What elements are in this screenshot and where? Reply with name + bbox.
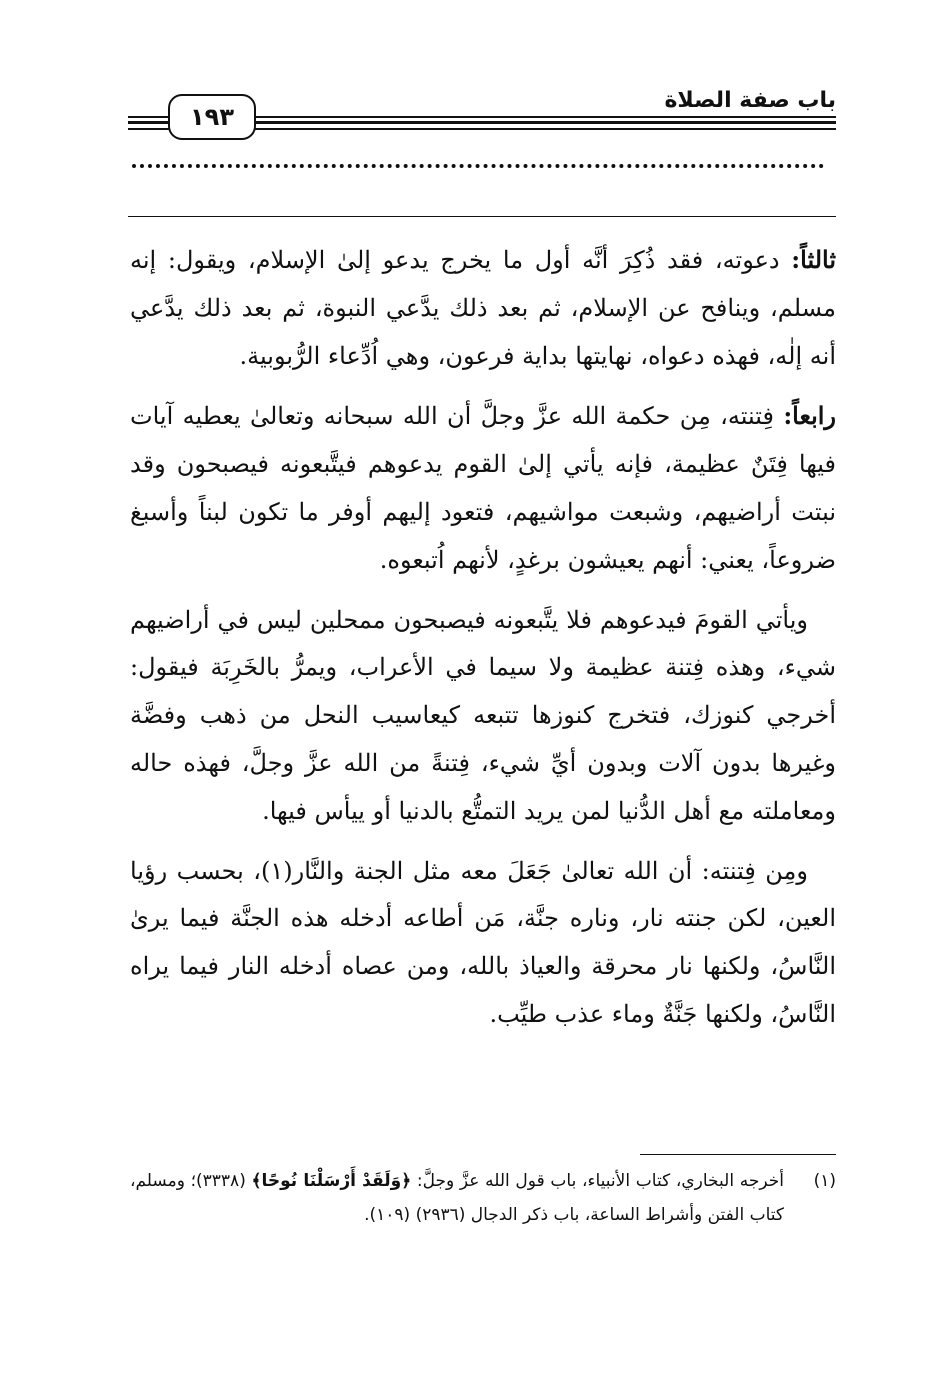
paragraph-lead: رابعاً: [783, 401, 836, 431]
paragraph-text: دعوته، فقد ذُكِرَ أنَّه أول ما يخرج يدعو إلىٰ الإسلام، ويقول: إنه مسلم، وينافح عن الإسلام، ثم بعد ذلك يدَّعي النبوة، ثم بعد ذلك يدَّعي أنه إلٰه، فهذه دعواه، نهايتها بداية فرعون، وهي اُدِّعاء الرُّبوبية. [130, 246, 836, 370]
paragraph-text: ومِن فِتنته: أن الله تعالىٰ جَعَلَ معه مثل الجنة والنَّار(١)، بحسب رؤيا العين، لكن جنته نار، وناره جنَّة، مَن أطاعه أدخله هذه الجنَّة فيما يرىٰ النَّاسُ، ولكنها نار محرقة والعياذ بالله، ومن عصاه أدخله النار فيما يراه النَّاسُ، ولكنها جَنَّةٌ وماء عذب طيِّب. [130, 856, 836, 1028]
dotted-separator [132, 164, 832, 168]
dotted-separator-end [826, 160, 846, 170]
chapter-title: باب صفة الصلاة [654, 88, 836, 114]
footnote [130, 1164, 836, 1232]
paragraph-lead: ثالثاً: [791, 245, 836, 274]
paragraph [130, 236, 836, 380]
body-text [130, 236, 836, 1051]
paragraph [130, 848, 836, 1039]
footnote-marker: (١) [813, 1171, 836, 1191]
top-rule [128, 216, 836, 217]
quran-citation: ﴿وَلَقَدْ أَرْسَلْنَا نُوحًا﴾ [251, 1171, 412, 1191]
paragraph [130, 597, 836, 836]
footnote-text-before: أخرجه البخاري، كتاب الأنبياء، باب قول الله عزَّ وجلَّ: [411, 1171, 784, 1191]
footnote-rule [640, 1154, 836, 1155]
footnote-text [130, 1164, 784, 1232]
paragraph-text: ويأتي القومَ فيدعوهم فلا يتَّبعونه فيصبحون ممحلين ليس في أراضيهم شيء، وهذه فِتنة عظيمة ولا سيما في الأعراب، ويمرُّ بالخَرِبَة فيقول: أخرجي كنوزك، فتخرج كنوزها تتبعه كيعاسيب النحل من ذهب وفضَّة وغيرها بدون آلات وبدون أيِّ شيء، فِتنةً من الله عزَّ وجلَّ، فهذه حاله ومعاملته مع أهل الدُّنيا لمن يريد التمتُّع بالدنيا أو ييأس فيها. [130, 605, 836, 825]
paragraph [130, 392, 836, 584]
page-number: ١٩٣ [168, 94, 256, 140]
page-header [128, 88, 836, 138]
paragraph-text: فِتنته، مِن حكمة الله عزَّ وجلَّ أن الله سبحانه وتعالىٰ يعطيه آيات فيها فِتَنٌ عظيمة، فإنه يأتي إلىٰ القوم يدعوهم فيتَّبعونه فيصبحون وقد نبتت أراضيهم، وشبعت مواشيهم، فتعود إليهم أوفر ما تكون لبناً وأسبغ ضروعاً، يعني: أنهم يعيشون برغدٍ، لأنهم اُتبعوه. [130, 402, 836, 574]
footnote-text-after: (٣٣٣٨)؛ ومسلم، كتاب الفتن وأشراط الساعة، باب ذكر الدجال (٢٩٣٦) (١٠٩). [130, 1171, 784, 1225]
